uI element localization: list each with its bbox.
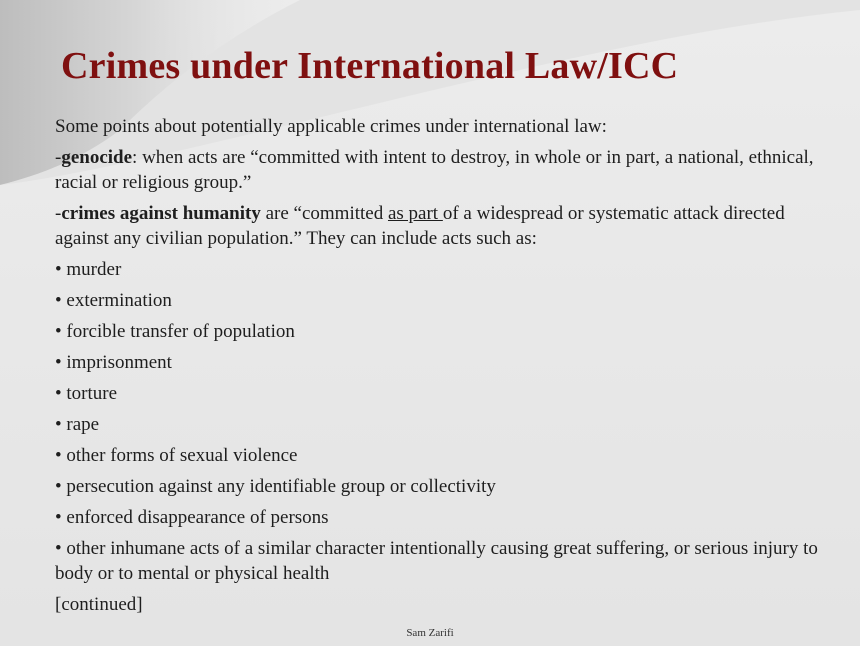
bullet-item: • enforced disappearance of persons (55, 507, 329, 528)
bullet-item: • torture (55, 383, 118, 404)
genocide-prefix: - (55, 147, 62, 168)
cah-text-before: are “committed (260, 203, 388, 224)
cah-underlined: as part (387, 203, 443, 224)
bullet-item: • murder (55, 259, 122, 280)
bullet-item: • persecution against any identifiable group or collectivity (55, 476, 496, 497)
slide-body (55, 114, 835, 623)
genocide-definition: : when acts are “committed with intent to destroy, in whole or in part, a national, ethnical, racial or religious group.” (55, 147, 814, 193)
bullet-item: • imprisonment (55, 352, 172, 373)
cah-text-after: of a widespread or systematic attack directed against any civilian population.” They can include acts such as: (55, 203, 785, 249)
cah-prefix: - (55, 203, 62, 224)
bullet-item: • extermination (55, 290, 172, 311)
bullet-item: • rape (55, 414, 100, 435)
genocide-paragraph (55, 145, 835, 195)
bullet-item: • other inhumane acts of a similar character intentionally causing great suffering, or serious injury to body or to mental or physical health (55, 538, 818, 584)
crimes-against-humanity-paragraph (55, 201, 835, 251)
bullet-item: • forcible transfer of population (55, 321, 295, 342)
continued-note: [continued] (55, 594, 143, 615)
intro-text: Some points about potentially applicable crimes under international law: (55, 116, 607, 137)
cah-term: crimes against humanity (61, 203, 261, 224)
genocide-term: genocide (61, 147, 133, 168)
slide-footer-author: Sam Zarifi (406, 627, 454, 639)
bullet-item: • other forms of sexual violence (55, 445, 298, 466)
slide-title: Crimes under International Law/ICC (61, 45, 679, 87)
